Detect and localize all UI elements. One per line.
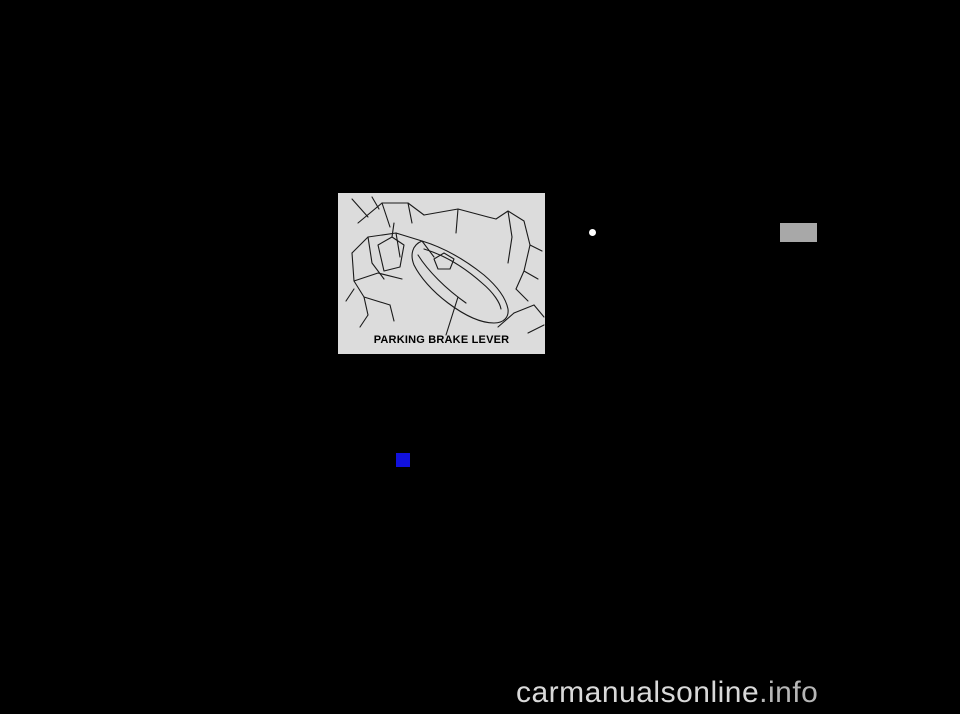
page-link-icon[interactable] [396,453,410,467]
watermark-suffix: .info [759,676,819,709]
parking-brake-figure [338,193,545,354]
section-tab-marker [780,223,817,242]
watermark [516,676,818,710]
bullet-point-marker [589,229,596,236]
figure-caption: PARKING BRAKE LEVER [373,334,510,346]
watermark-text: carmanualsonline [516,676,760,709]
parking-brake-line-drawing [338,193,545,354]
